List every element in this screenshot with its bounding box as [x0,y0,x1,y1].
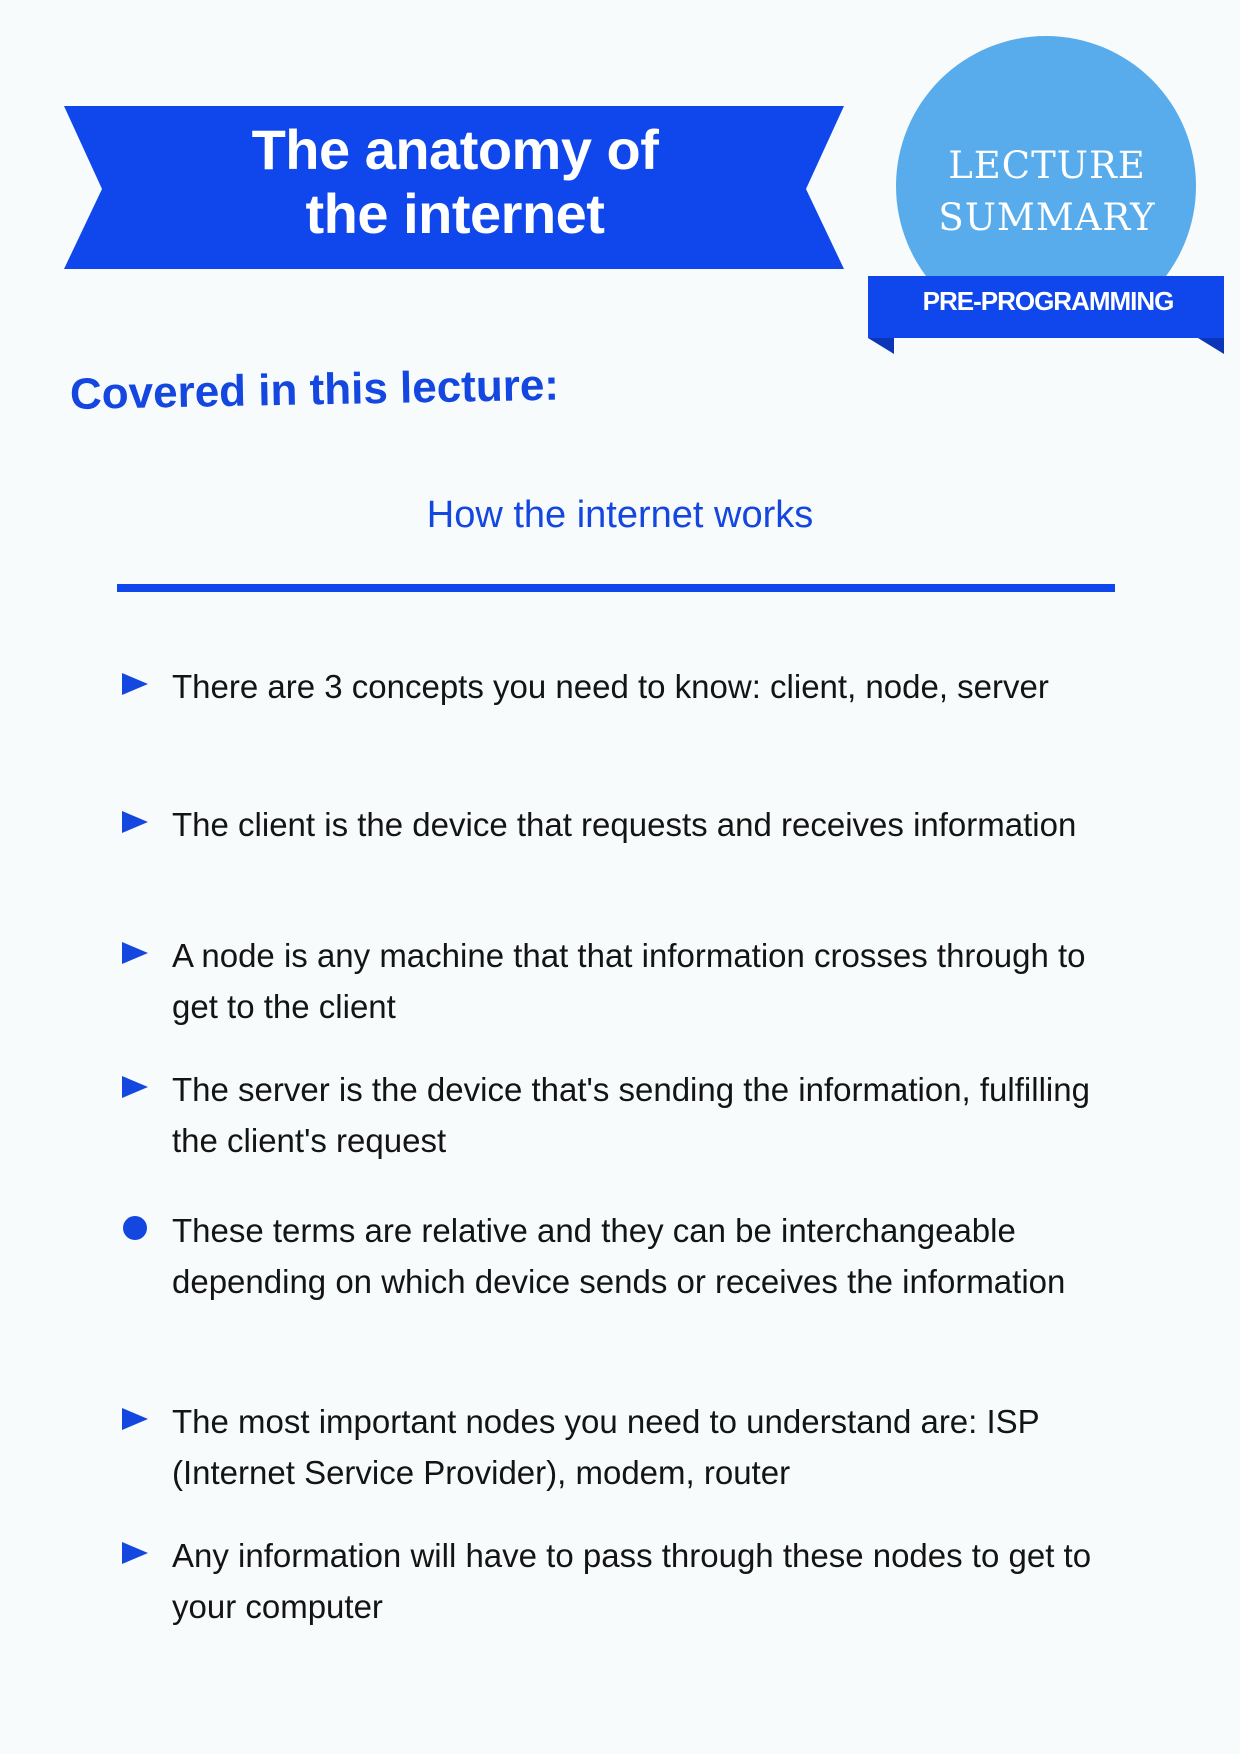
bullet-text: Any information will have to pass through these nodes to get to your computer [172,1537,1092,1625]
bullet-text: The most important nodes you need to understand are: ISP (Internet Service Provider), modem, router [172,1403,1040,1491]
triangle-icon [120,938,172,968]
bullet-item [120,1064,1130,1166]
bullet-text: The client is the device that requests and receives information [172,806,1077,843]
bullet-text: These terms are relative and they can be interchangeable depending on which device sends or receives the information [172,1212,1066,1300]
triangle-icon [120,1072,172,1102]
section-heading: Covered in this lecture: [69,360,560,419]
bullet-item [120,799,1130,850]
page-title-line-2: the internet [305,182,605,245]
bullet-text: There are 3 concepts you need to know: client, node, server [172,668,1049,705]
bullet-item [120,661,1130,712]
triangle-icon [120,807,172,837]
lecture-subtitle: How the internet works [426,494,814,536]
triangle-icon [120,669,172,699]
page-title [160,118,750,246]
bullet-item [120,930,1130,1032]
triangle-icon [120,1538,172,1568]
bullet-item [120,1396,1130,1498]
badge-label-line-1: LECTURE [948,144,1146,187]
divider [117,584,1115,592]
bullet-text: A node is any machine that that information crosses through to get to the client [172,937,1086,1025]
badge-label [897,140,1197,244]
bullet-item [120,1205,1130,1307]
badge-ribbon-label: PRE-PROGRAMMING [922,286,1174,316]
page-title-line-1: The anatomy of [251,118,659,181]
triangle-icon [120,1404,172,1434]
bullet-item [120,1530,1130,1632]
circle-icon [120,1213,172,1243]
badge-label-line-2: SUMMARY [938,196,1156,239]
bullet-text: The server is the device that's sending the information, fulfilling the client's request [172,1071,1090,1159]
